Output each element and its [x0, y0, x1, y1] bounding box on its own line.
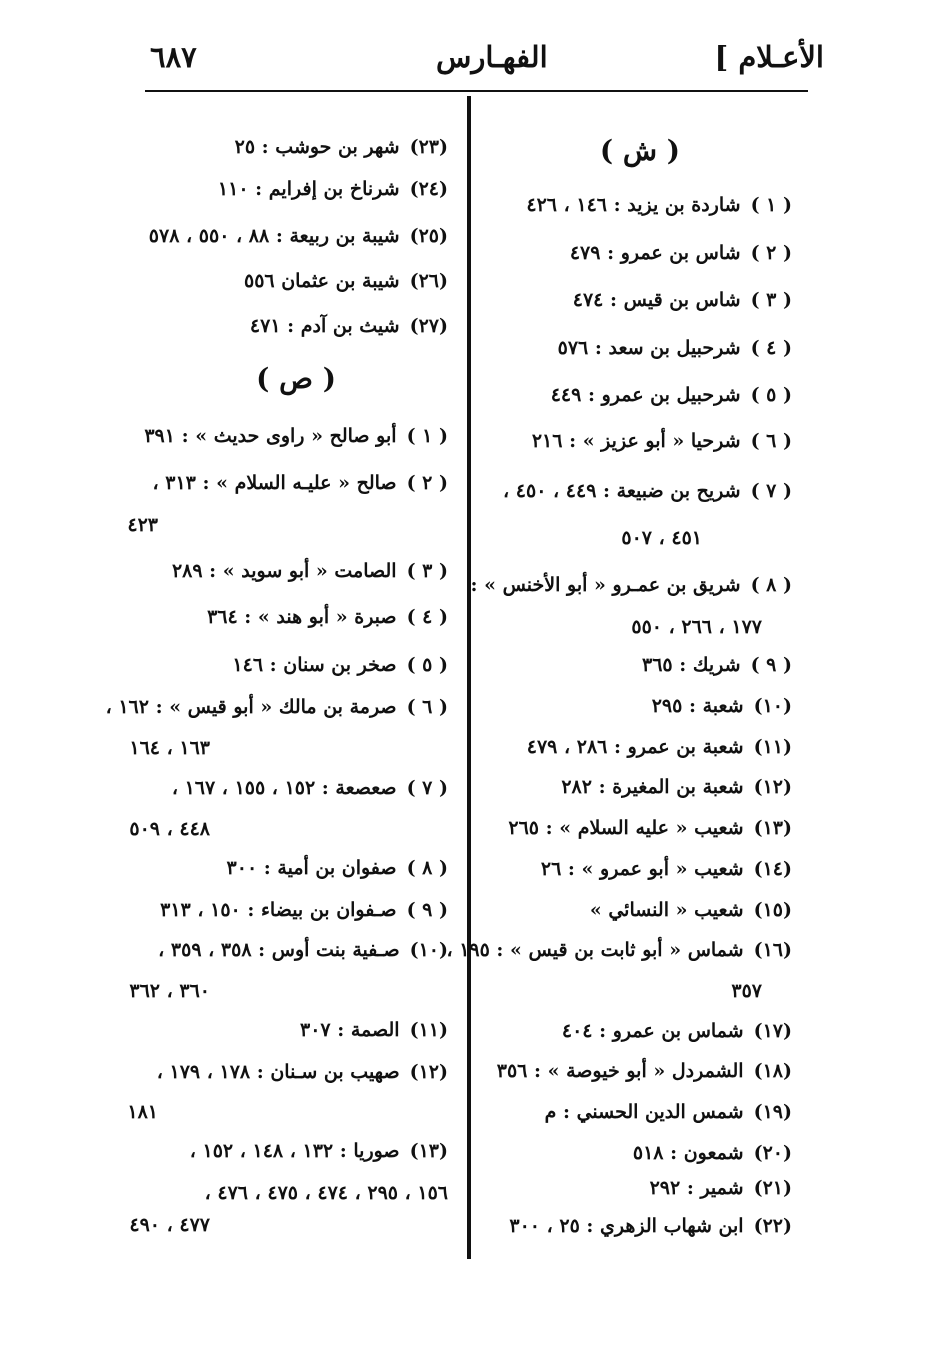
index-entry	[300, 1017, 448, 1043]
entry-text: شرحبيل بن عمرو : ٤٤٩	[550, 384, 741, 406]
index-entry	[551, 382, 792, 408]
entry-number: (٢٧)	[409, 315, 448, 337]
entry-text: شريح بن ضبيعة : ٤٤٩ ، ٤٥٠ ،	[503, 480, 741, 502]
entry-continuation: ٣٦٠ ، ٣٦٢	[129, 980, 210, 1002]
index-entry	[149, 223, 448, 249]
entry-continuation: ١٨١	[127, 1101, 158, 1123]
entry-number: (٢٦)	[409, 270, 448, 292]
entry-number: (٢٣)	[409, 136, 448, 158]
index-entry	[590, 897, 792, 923]
entry-number: (٢٥)	[409, 225, 448, 247]
entry-text: صـفوان بن بيضاء : ١٥٠ ، ٣١٣	[160, 899, 397, 921]
entry-number: (١٧)	[753, 1020, 792, 1042]
index-entry	[207, 604, 448, 630]
entry-continuation: ٤٤٨ ، ٥٠٩	[129, 818, 210, 840]
index-entry	[227, 855, 448, 881]
index-entry	[250, 313, 448, 339]
index-entry	[650, 1175, 792, 1201]
index-entry	[561, 774, 792, 800]
entry-number: (١٥)	[753, 899, 792, 921]
entry-text: شيبة بن عثمان ٥٥٦	[243, 270, 400, 292]
entry-number: (١٤)	[753, 858, 792, 880]
index-entry	[235, 134, 448, 160]
entry-text: شماس بن عمرو : ٤٠٤	[561, 1020, 744, 1042]
index-entry	[532, 428, 792, 454]
entry-text: شرناخ بن إفرايم : ١١٠	[217, 178, 400, 200]
index-entry	[526, 192, 792, 218]
entry-number: ( ٨ )	[750, 574, 792, 596]
entry-number: (١٢)	[753, 776, 792, 798]
entry-text: الصامت « أبو سويد » : ٢٨٩	[171, 560, 397, 582]
entry-text: أبو صالح « راوى حديث » : ٣٩١	[144, 425, 397, 447]
index-entry	[652, 693, 792, 719]
left-column	[105, 0, 448, 1300]
entry-number: (١٠)	[409, 939, 448, 961]
entry-number: ( ١ )	[406, 425, 448, 447]
index-entry	[558, 335, 792, 361]
entry-text: شاس بن قيس : ٤٧٤	[572, 289, 741, 311]
entry-number: ( ٦ )	[406, 696, 448, 718]
entry-text: صالح « عليـه السلام » : ٣١٣ ،	[152, 472, 397, 494]
entry-number: (١٣)	[753, 817, 792, 839]
entry-text: صرمة بن مالك « أبو قيس » : ١٦٢ ،	[105, 696, 397, 718]
entry-text: شعيب « النسائي »	[589, 899, 744, 921]
entry-text: صعصعة : ١٥٢ ، ١٥٥ ، ١٦٧ ،	[171, 777, 397, 799]
index-entry	[232, 652, 448, 678]
section-title: الأعـلام ]	[714, 40, 824, 74]
index-entry	[633, 1140, 792, 1166]
entry-text: شريق بن عمـرو « أبو الأخنس » :	[470, 574, 741, 596]
entry-number: (٢٢)	[753, 1215, 792, 1237]
entry-text: الصمة : ٣٠٧	[299, 1019, 400, 1041]
entry-text: صخر بن سنان : ١٤٦	[232, 654, 397, 676]
index-entry	[190, 1138, 448, 1164]
index-entry	[106, 694, 448, 720]
entry-text: شرحيا « أبو عزيز » : ٢١٦	[531, 430, 741, 452]
index-entry	[527, 734, 792, 760]
page-number: ٦٨٧	[150, 40, 197, 74]
right-column	[446, 0, 792, 1300]
entry-text: صوريا : ١٣٢ ، ١٤٨ ، ١٥٢ ،	[189, 1140, 400, 1162]
entry-number: ( ٤ )	[406, 606, 448, 628]
index-entry	[172, 775, 448, 801]
index-entry	[509, 1213, 792, 1239]
entry-text: شيبة بن ربيعة : ٨٨ ، ٥٥٠ ، ٥٧٨	[148, 225, 400, 247]
index-entry	[153, 470, 448, 496]
entry-number: (١٦)	[753, 939, 792, 961]
entry-number: (٢٤)	[409, 178, 448, 200]
entry-text: شعبة : ٢٩٥	[651, 695, 744, 717]
index-entry	[446, 937, 792, 963]
entry-text: شمس الدين الحسني : م	[544, 1101, 744, 1123]
entry-number: (١٢)	[409, 1061, 448, 1083]
section-heading-sad: ( ص )	[256, 362, 336, 395]
entry-number: (٢١)	[753, 1177, 792, 1199]
entry-number: (١١)	[409, 1019, 448, 1041]
index-entry	[157, 1059, 448, 1085]
entry-number: ( ٨ )	[406, 857, 448, 879]
entry-number: ( ٤ )	[750, 337, 792, 359]
index-entry	[545, 1099, 792, 1125]
entry-continuation: ٤٥١ ، ٥٠٧	[621, 527, 702, 549]
section-heading-shin: ( ش )	[599, 134, 680, 167]
entry-continuation: ١٦٣ ، ١٦٤	[129, 737, 210, 759]
entry-continuation: ٣٥٧	[731, 980, 762, 1002]
entry-number: ( ٣ )	[750, 289, 792, 311]
index-entry	[642, 652, 792, 678]
entry-number: (١٠)	[753, 695, 792, 717]
index-entry	[497, 1058, 792, 1084]
index-entry	[541, 856, 792, 882]
entry-number: (١١)	[753, 736, 792, 758]
entry-number: ( ٥ )	[406, 654, 448, 676]
index-entry	[562, 1018, 792, 1044]
index-entry	[503, 478, 792, 504]
index-entry	[218, 176, 448, 202]
entry-number: ( ٢ )	[750, 242, 792, 264]
entry-text: شاس بن عمرو : ٤٧٩	[569, 242, 741, 264]
entry-number: ( ٢ )	[406, 472, 448, 494]
entry-text: شعيب « أبو عمرو » : ٢٦	[540, 858, 744, 880]
entry-text: شعبة بن عمرو : ٢٨٦ ، ٤٧٩	[526, 736, 744, 758]
entry-number: ( ٩ )	[750, 654, 792, 676]
entry-number: ( ٩ )	[406, 899, 448, 921]
entry-number: ( ٦ )	[750, 430, 792, 452]
entry-text: شاردة بن يزيد : ١٤٦ ، ٤٢٦	[526, 194, 741, 216]
entry-number: (١٩)	[753, 1101, 792, 1123]
entry-text: شعبة بن المغيرة : ٢٨٢	[561, 776, 744, 798]
entry-text: صبرة « أبو هند » : ٣٦٤	[207, 606, 397, 628]
index-entry	[160, 897, 448, 923]
entry-number: ( ٧ )	[750, 480, 792, 502]
entry-number: (١٣)	[409, 1140, 448, 1162]
index-entry	[244, 268, 448, 294]
entry-text: صفوان بن أمية : ٣٠٠	[226, 857, 397, 879]
entry-text: شرحبيل بن سعد : ٥٧٦	[557, 337, 741, 359]
index-entry	[158, 937, 448, 963]
column-divider	[467, 96, 471, 1259]
entry-number: (٢٠)	[753, 1142, 792, 1164]
entry-number: ( ٧ )	[406, 777, 448, 799]
entry-number: ( ١ )	[750, 194, 792, 216]
entry-text: الشمردل « أبو خيوصة » : ٣٥٦	[496, 1060, 744, 1082]
index-entry	[144, 423, 448, 449]
page-title: الفهـارس	[436, 40, 548, 74]
index-entry	[470, 572, 792, 598]
entry-number: (١٨)	[753, 1060, 792, 1082]
index-entry	[573, 287, 792, 313]
entry-continuation: ٤٢٣	[127, 514, 158, 536]
entry-text: شمير : ٢٩٢	[649, 1177, 744, 1199]
entry-continuation: ١٥٦ ، ٢٩٥ ، ٤٧٤ ، ٤٧٥ ، ٤٧٦ ،	[204, 1182, 448, 1204]
index-entry	[570, 240, 792, 266]
entry-text: صـفية بنت أوس : ٣٥٨ ، ٣٥٩ ،	[158, 939, 400, 961]
entry-text: شمعون : ٥١٨	[632, 1142, 744, 1164]
entry-number: ( ٣ )	[406, 560, 448, 582]
entry-text: شماس « أبو ثابت بن قيس » : ١٩٥ ،	[446, 939, 744, 961]
entry-text: صهيب بن سـنان : ١٧٨ ، ١٧٩ ،	[156, 1061, 400, 1083]
entry-text: شيث بن آدم : ٤٧١	[249, 315, 400, 337]
entry-continuation: ١٧٧ ، ٢٦٦ ، ٥٥٠	[631, 616, 762, 638]
entry-text: ابن شهاب الزهري : ٢٥ ، ٣٠٠	[509, 1215, 744, 1237]
entry-number: ( ٥ )	[750, 384, 792, 406]
index-entry	[172, 558, 448, 584]
entry-text: شعيب « عليه السلام » : ٢٦٥	[508, 817, 744, 839]
index-entry	[508, 815, 792, 841]
entry-continuation: ٤٧٧ ، ٤٩٠	[129, 1214, 210, 1236]
entry-text: شهر بن حوشب : ٢٥	[234, 136, 400, 158]
entry-text: شريك : ٣٦٥	[641, 654, 741, 676]
